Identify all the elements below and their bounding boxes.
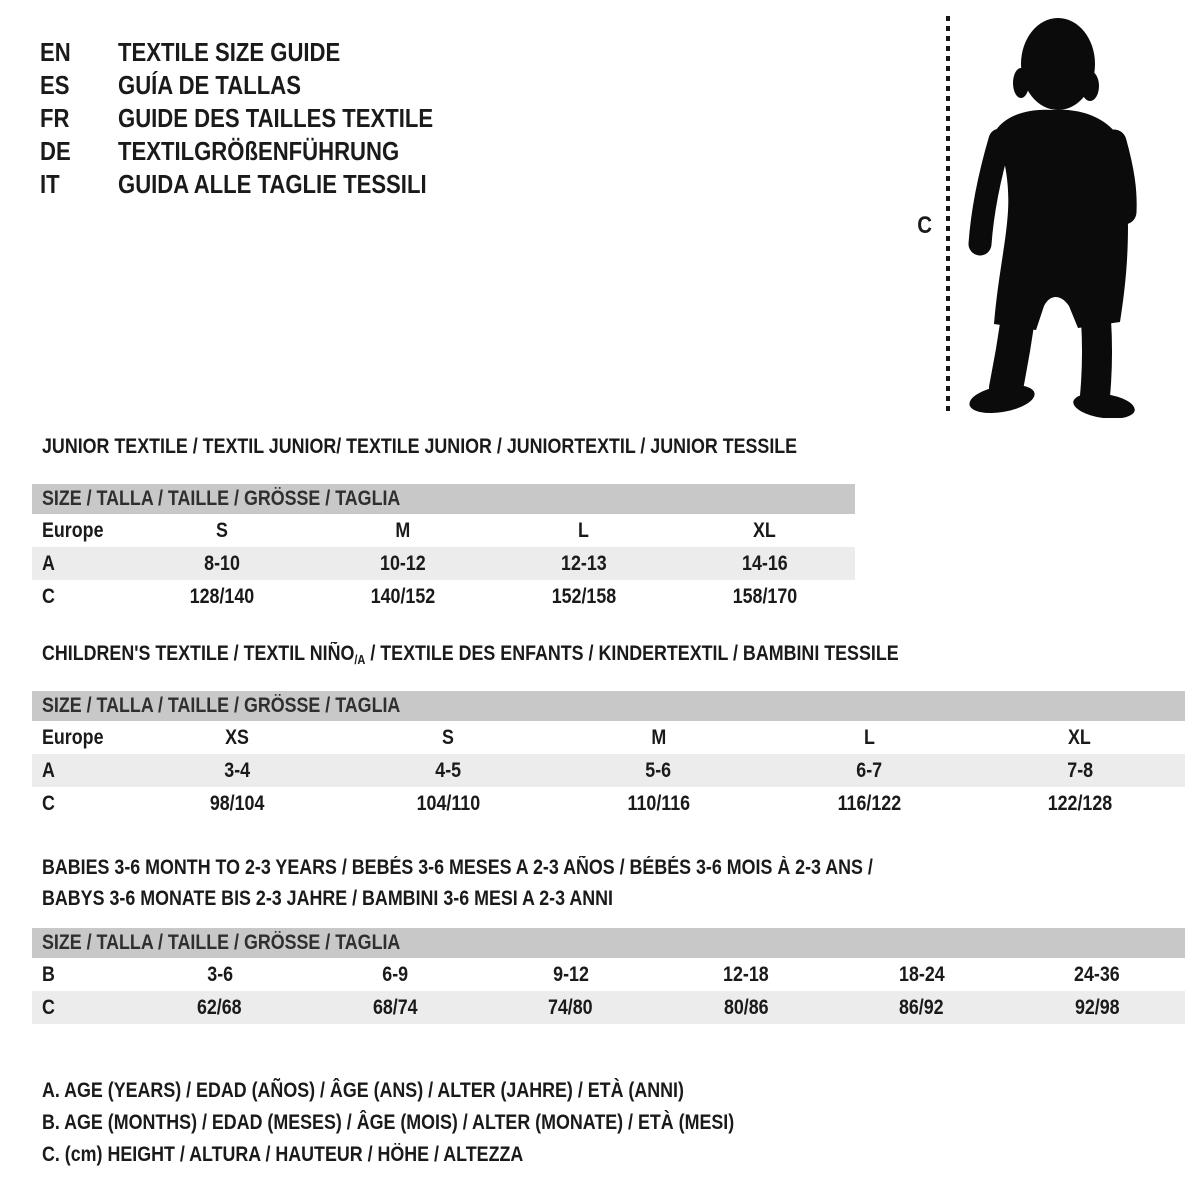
legend-block [42,1075,856,1171]
lang-code-es: ES [40,70,70,100]
lang-code-en: EN [40,37,71,67]
junior-header-row [32,514,855,547]
title-fr: GUIDE DES TAILLES TEXTILE [118,103,434,133]
months-cell: 18-24 [898,962,945,986]
legend-line-c: C. (cm) HEIGHT / ALTURA / HAUTEUR / HÖHE / ALTEZZA [42,1143,524,1166]
height-cell: 122/128 [1047,791,1112,815]
children-heading-post: / TEXTILE DES ENFANTS / KINDERTEXTIL / BAMBINI TESSILE [365,642,899,665]
row-label: B [42,962,55,986]
babies-height-row [32,991,1185,1024]
height-cell: 80/86 [723,995,769,1019]
height-measure-dashed-line [946,16,950,416]
children-region-label: Europe [42,725,104,749]
title-en: TEXTILE SIZE GUIDE [118,37,341,67]
junior-size-band-label: SIZE / TALLA / TAILLE / GRÖSSE / TAGLIA [42,487,401,510]
lang-row-de [40,135,489,168]
title-es: GUÍA DE TALLAS [118,70,301,100]
months-cell: 12-18 [723,962,770,986]
height-cell: 74/80 [548,995,594,1019]
children-heading-pre: CHILDREN'S TEXTILE / TEXTIL NIÑO [42,642,355,665]
size-col-header: L [863,725,875,749]
size-col-header: S [441,725,454,749]
height-cell: 104/110 [416,791,480,815]
babies-heading-line1: BABIES 3-6 MONTH TO 2-3 YEARS / BEBÉS 3-6 MESES A 2-3 AÑOS / BÉBÉS 3-6 MOIS À 2-3 ANS / [42,856,873,879]
lang-row-fr [40,102,489,135]
height-cell: 110/116 [627,791,690,815]
row-label: A [42,551,55,575]
children-header-row [32,721,1185,754]
age-cell: 7-8 [1066,758,1093,782]
age-cell: 5-6 [645,758,672,782]
row-label: C [42,995,55,1019]
height-measure-label: C [917,212,933,239]
language-title-block [40,36,489,201]
lang-code-it: IT [40,169,60,199]
junior-region-label: Europe [42,518,104,542]
children-heading-sub: /A [354,652,366,667]
age-cell: 8-10 [204,551,241,575]
age-cell: 4-5 [434,758,461,782]
lang-row-it [40,168,489,201]
title-de: TEXTILGRÖßENFÜHRUNG [118,136,400,166]
children-section-heading [42,642,1050,672]
babies-size-band-label: SIZE / TALLA / TAILLE / GRÖSSE / TAGLIA [42,931,401,954]
babies-heading-line2: BABYS 3-6 MONATE BIS 2-3 JAHRE / BAMBINI 3-6 MESI A 2-3 ANNI [42,887,613,910]
months-cell: 9-12 [552,962,589,986]
months-cell: 3-6 [206,962,233,986]
size-col-header: XS [225,725,250,749]
row-label: C [42,584,55,608]
height-cell: 158/170 [732,584,797,608]
children-heading-text [42,642,899,672]
babies-months-row [32,958,1185,991]
children-size-band-label: SIZE / TALLA / TAILLE / GRÖSSE / TAGLIA [42,694,401,717]
age-cell: 12-13 [561,551,607,575]
junior-section-heading [42,435,930,459]
size-col-header: M [395,518,411,542]
age-cell: 3-4 [224,758,251,782]
size-col-header: S [216,518,229,542]
junior-size-band [32,484,855,514]
size-col-header: XL [1068,725,1092,749]
junior-heading-text: JUNIOR TEXTILE / TEXTIL JUNIOR/ TEXTILE JUNIOR / JUNIORTEXTIL / JUNIOR TESSILE [42,435,798,458]
legend-line-a: A. AGE (YEARS) / EDAD (AÑOS) / ÂGE (ANS) / ALTER (JAHRE) / ETÀ (ANNI) [42,1079,684,1102]
size-col-header: L [578,518,590,542]
months-cell: 24-36 [1074,962,1121,986]
age-cell: 6-7 [856,758,882,782]
babies-size-band [32,928,1185,958]
height-cell: 98/104 [209,791,265,815]
height-cell: 68/74 [372,995,418,1019]
lang-code-de: DE [40,136,71,166]
toddler-silhouette-icon [966,16,1138,418]
height-cell: 128/140 [190,584,255,608]
lang-row-es [40,69,489,102]
junior-size-table [32,484,855,613]
size-col-header: XL [753,518,777,542]
babies-size-table [32,928,1185,1024]
lang-row-en [40,36,489,69]
height-cell: 92/98 [1074,995,1120,1019]
size-col-header: M [651,725,666,749]
age-cell: 10-12 [380,551,426,575]
height-cell: 152/158 [551,584,617,608]
age-cell: 14-16 [741,551,788,575]
months-cell: 6-9 [382,962,409,986]
legend-line-b: B. AGE (MONTHS) / EDAD (MESES) / ÂGE (MOIS) / ALTER (MONATE) / ETÀ (MESI) [42,1111,735,1134]
height-cell: 116/122 [837,791,901,815]
height-cell: 140/152 [370,584,436,608]
children-height-row [32,787,1185,820]
title-it: GUIDA ALLE TAGLIE TESSILI [118,169,427,199]
height-cell: 62/68 [197,995,243,1019]
junior-age-row [32,547,855,580]
row-label: A [42,758,55,782]
children-age-row [32,754,1185,787]
children-size-band [32,691,1185,721]
height-cell: 86/92 [899,995,945,1019]
junior-height-row [32,580,855,613]
children-size-table [32,691,1185,820]
row-label: C [42,791,55,815]
babies-section-heading [42,852,1020,914]
lang-code-fr: FR [40,103,70,133]
